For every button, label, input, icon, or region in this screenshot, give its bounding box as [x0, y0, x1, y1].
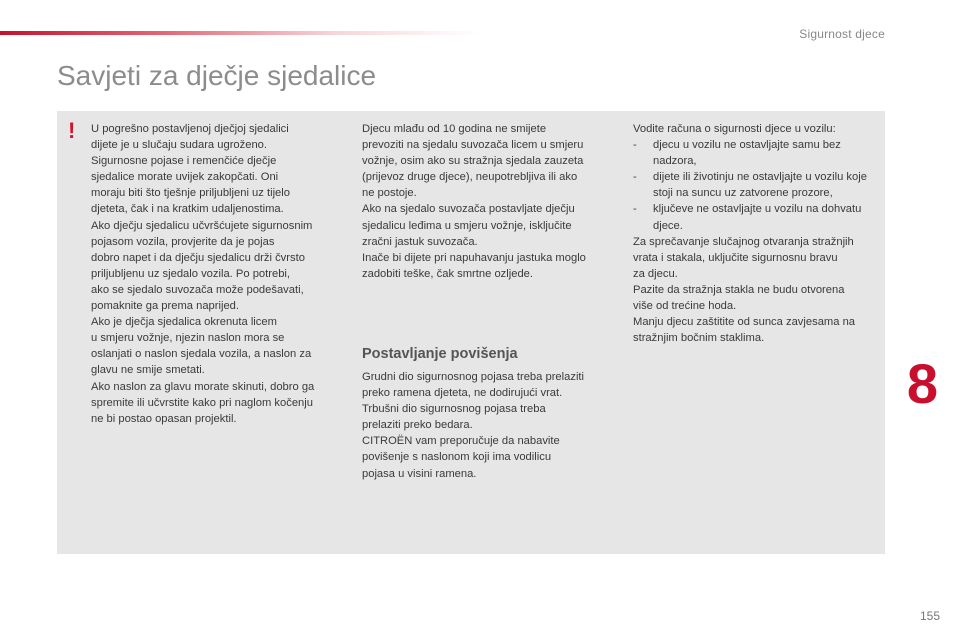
warning-text: U pogrešno postavljenoj dječjoj sjedalici dijete je u slučaju sudara ugroženo. Sigurnosne pojase i remenčiće dječje sjedalice morate uvijek zakopčati. Oni moraju biti što tješnje priljubljeni uz tijelo djeteta, čak i na kratkim udaljenostima. Ako dječju sjedalicu učvršćujete sigurnosnim pojasom vozila, provjerite da je pojas dobro napet i da dječju sjedalicu drži čvrsto priljubljenu uz sjedalo vozila. Po potrebi, ako se sjedalo suvozača može podešavati, pomaknite ga prema naprijed. Ako je dječja sjedalica okrenuta licem u smjeru vožnje, njezin naslon mora se oslanjati o naslon sjedala vozila, a naslon za glavu ne smije smetati. Ako naslon za glavu morate skinuti, dobro ga spremite ili učvrstite kako pri naglom kočenju ne bi postao opasan projektil. — [91, 123, 315, 425]
chapter-number: 8 — [906, 352, 938, 415]
section-header: Sigurnost djece — [799, 27, 885, 41]
warning-exclamation-icon: ! — [68, 118, 76, 143]
booster-subheading: Postavljanje povišenja — [362, 346, 518, 362]
booster-text: Grudni dio sigurnosnog pojasa treba prelaziti preko ramena djeteta, ne dodirujući vrat. Trbušni dio sigurnosnog pojasa treba prelaziti preko bedara. CITROËN vam preporučuje da nabavite povišenje s naslonom koji ima vodilicu pojasa u visini ramena. — [362, 371, 585, 480]
list-item: - dijete ili životinju ne ostavljajte u vozilu koje stoji na suncu uz zatvorene prozore, — [633, 169, 883, 201]
column-2-text: Djecu mlađu od 10 godina ne smijete prevoziti na sjedalu suvozača licem u smjeru vožnje, osim ako su stražnja sjedala zauzeta (prijevoz druge djece), neupotrebljiva ili ako ne postoje. Ako na sjedalo suvozača postavljate dječju sjedalicu leđima u smjeru vožnje, isključite zračni jastuk suvozača. Inače bi dijete pri napuhavanju jastuka moglo zadobiti teške, čak smrtne ozljede. — [362, 123, 586, 280]
column-3 — [633, 121, 883, 346]
column-3-intro: Vodite računa o sigurnosti djece u vozilu: — [633, 123, 836, 135]
booster-section — [362, 369, 614, 482]
column-2 — [362, 121, 614, 282]
list-item: - ključeve ne ostavljajte u vozilu na dohvatu djece. — [633, 201, 883, 233]
column-3-outro: Za sprečavanje slučajnog otvaranja stražnjih vrata i stakala, uključite sigurnosnu bravu za djecu. Pazite da stražnja stakla ne budu otvorena više od trećine hoda. Manju djecu zaštitite od sunca zavjesama na stražnjim bočnim staklima. — [633, 235, 856, 345]
page-title: Savjeti za dječje sjedalice — [57, 60, 377, 91]
accent-bar — [0, 31, 480, 35]
warning-column — [91, 121, 341, 427]
page-number: 155 — [919, 609, 940, 623]
list-item: - djecu u vozilu ne ostavljajte samu bez nadzora, — [633, 137, 883, 169]
safety-list — [633, 137, 883, 234]
